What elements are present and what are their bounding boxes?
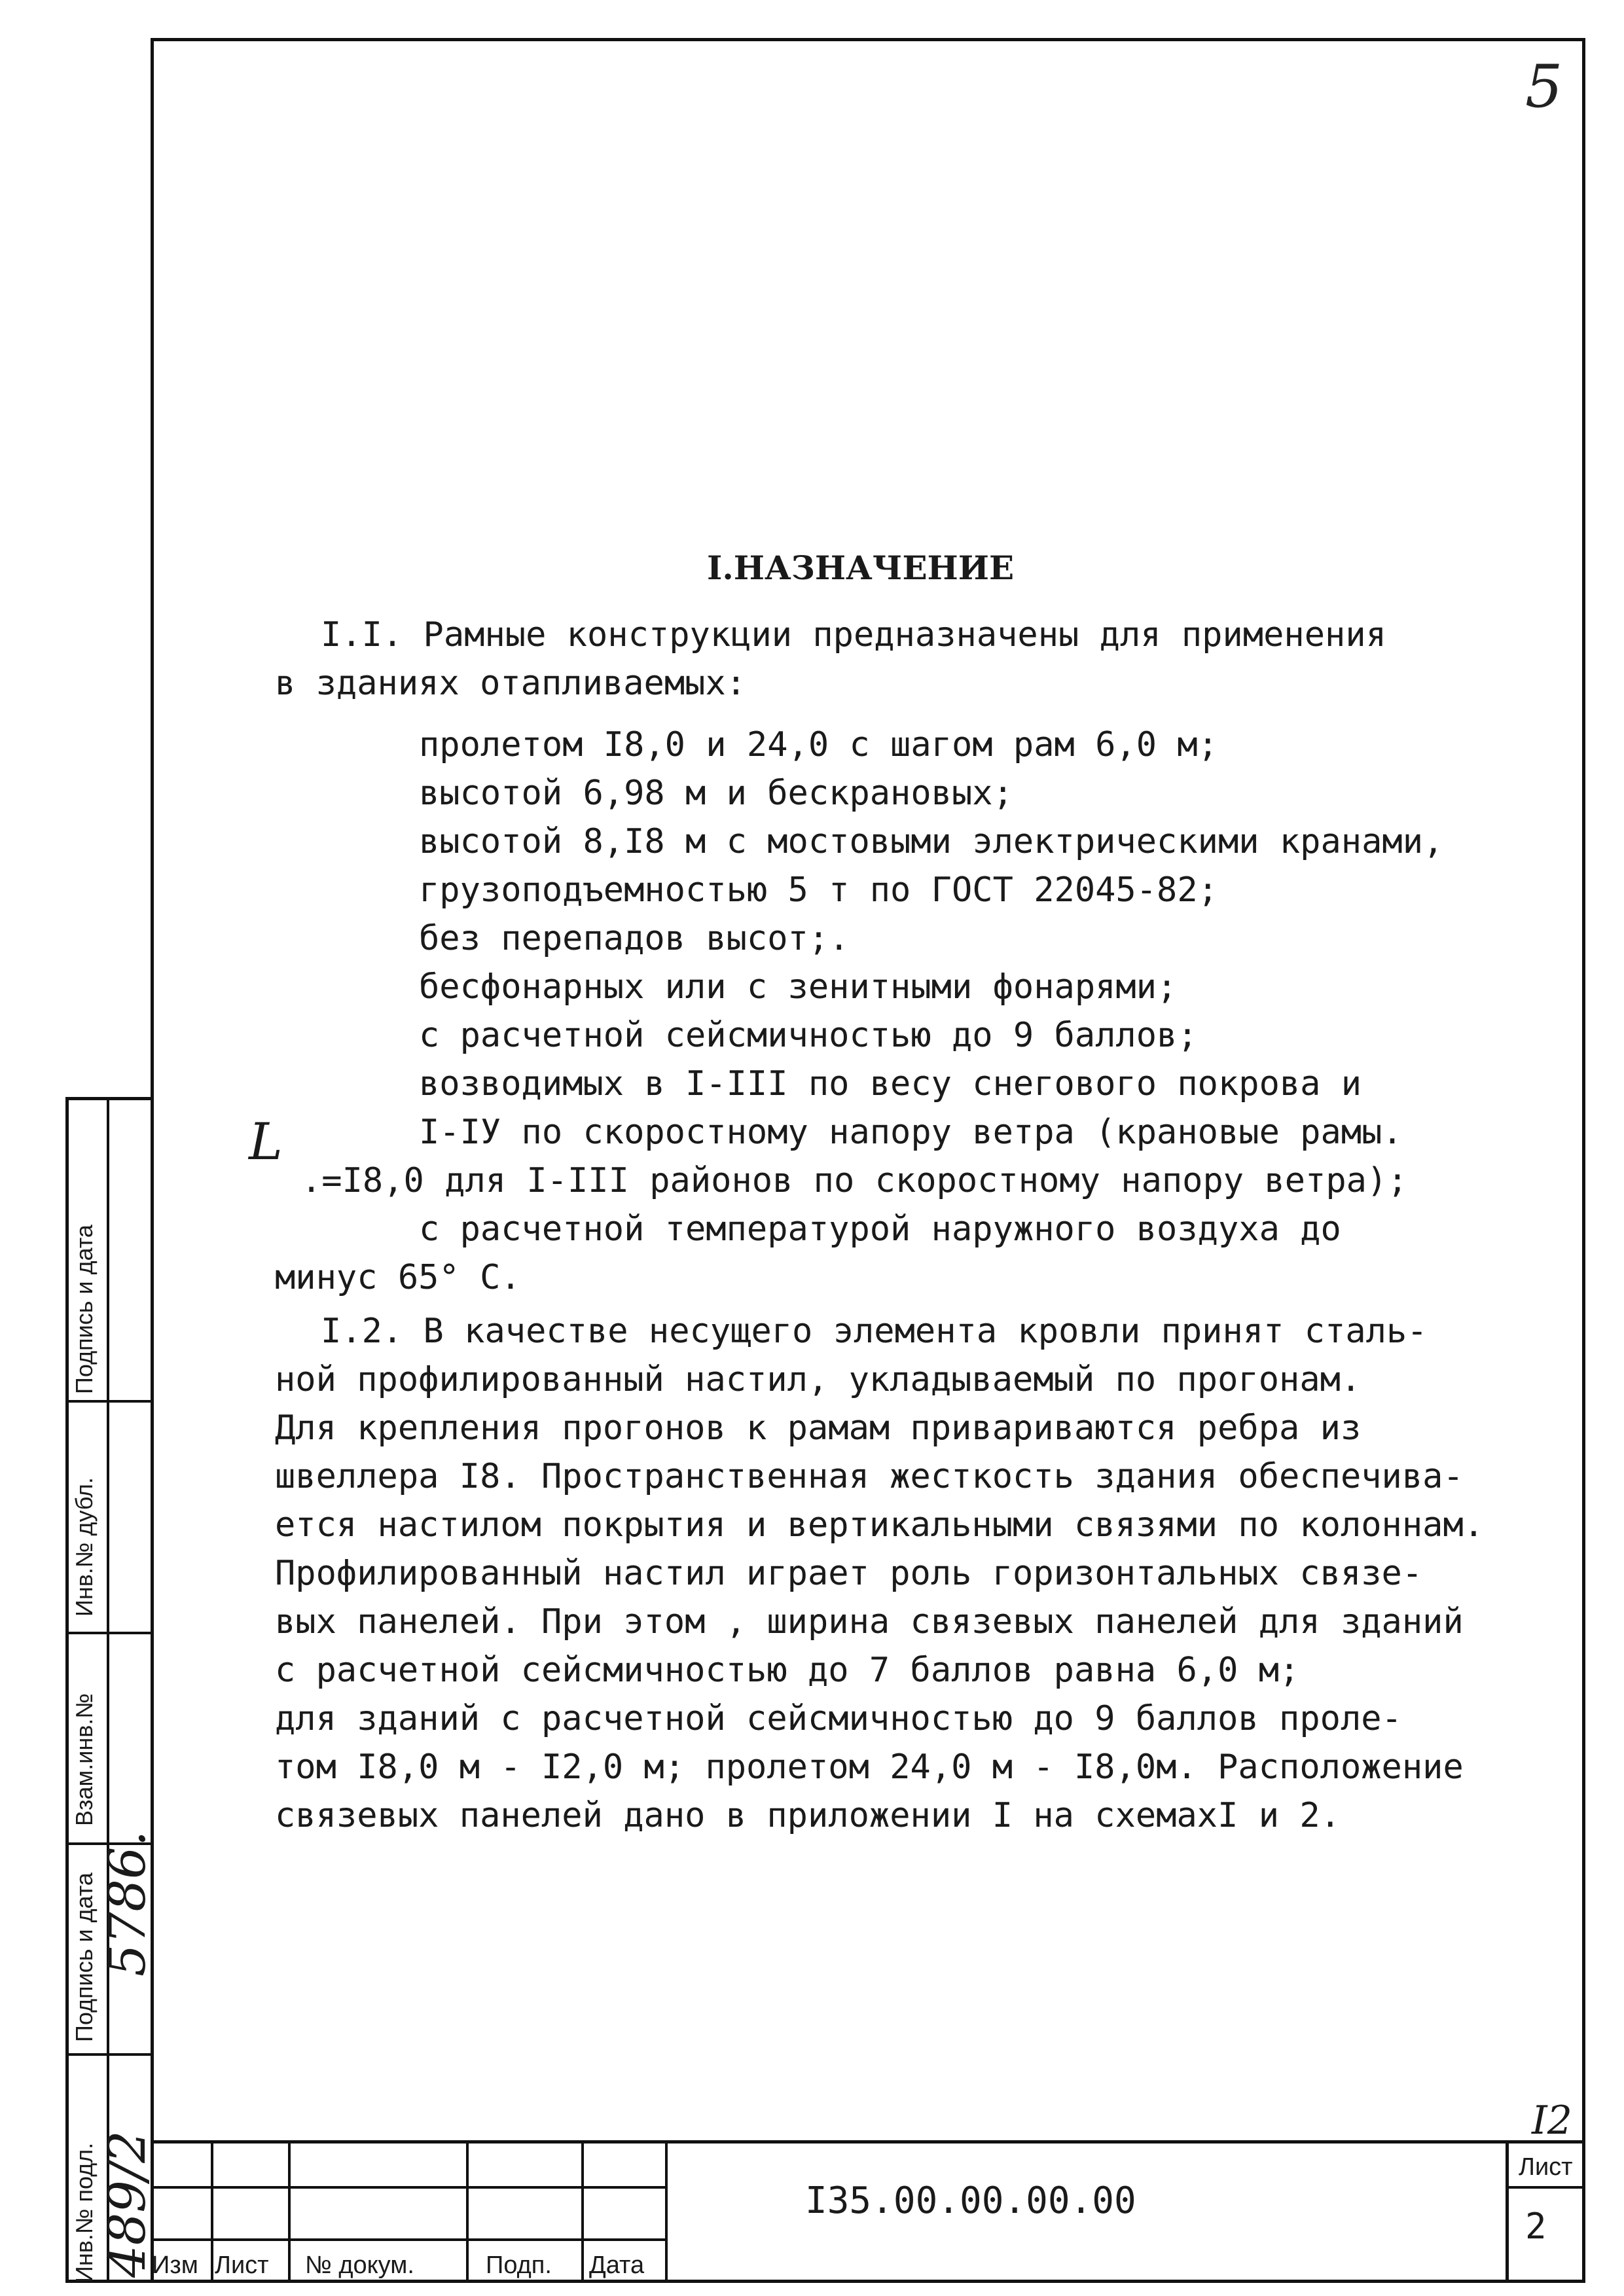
stamp-label-inv: Инв.№ подл. <box>71 2142 98 2283</box>
paragraph-line: бесфонарных или с зенитными фонарями; <box>419 967 1178 1007</box>
paragraph-line: с расчетной сейсмичностью до 7 баллов равна 6,0 м; <box>275 1651 1300 1690</box>
tb-header-sign: Подп. <box>486 2251 552 2279</box>
paragraph-line: без перепадов высот;. <box>419 919 850 958</box>
paragraph-line: ется настилом покрытия и вертикальными связями по колоннам. <box>275 1505 1485 1545</box>
title-block-rule <box>1506 2186 1585 2189</box>
section-title: I.НАЗНАЧЕНИЕ <box>707 548 1015 587</box>
sheet-mark: 5 <box>1525 52 1563 121</box>
stamp-divider <box>69 1632 154 1634</box>
paragraph-line: Профилированный настил играет роль горизонтальных связе- <box>275 1554 1423 1593</box>
paragraph-line: связевых панелей дано в приложении I на схемахI и 2. <box>275 1796 1341 1835</box>
paragraph-line: для зданий с расчетной сейсмичностью до 9 баллов проле- <box>275 1699 1402 1738</box>
paragraph-line: швеллера I8. Пространственная жесткость здания обеспечива- <box>275 1457 1464 1496</box>
paragraph-line: высотой 6,98 м и бескрановых; <box>419 774 1013 813</box>
stamp-divider <box>107 1100 109 2280</box>
paragraph-line: с расчетной температурой наружного воздуха до <box>419 1210 1341 1249</box>
tb-header-date: Дата <box>589 2251 645 2279</box>
paragraph-line: .=I8,0 для I-III районов по скоростному напору ветра); <box>301 1161 1408 1200</box>
title-block-rule <box>1506 2140 1509 2283</box>
stamp-label-sign-date: Подпись и дата <box>71 1873 98 2042</box>
tb-header-izm: Изм <box>152 2251 198 2279</box>
handwritten-mark: I2 <box>1532 2098 1572 2144</box>
title-block-rule <box>466 2140 469 2283</box>
paragraph-line: с расчетной сейсмичностью до 9 баллов; <box>419 1016 1198 1055</box>
title-block-rule <box>151 2238 668 2241</box>
title-block-rule <box>665 2140 668 2283</box>
paragraph-line: I-IУ по скоростному напору ветра (крановые рамы. <box>419 1113 1403 1152</box>
tb-header-doc: № докум. <box>305 2251 414 2279</box>
title-block-rule <box>581 2140 584 2283</box>
paragraph-line: I.2. В качестве несущего элемента кровли принят сталь- <box>321 1312 1428 1351</box>
inv-number-handwritten: 489/2 <box>98 2130 157 2278</box>
tb-header-list: Лист <box>215 2251 269 2279</box>
paragraph-line: пролетом I8,0 и 24,0 с шагом рам 6,0 м; <box>419 725 1218 764</box>
stamp-label-sign-date-2: Подпись и дата <box>71 1225 98 1394</box>
stamp-label-vzam: Взам.инв.№ <box>71 1693 98 1826</box>
paragraph-line: вых панелей. При этом , ширина связевых панелей для зданий <box>275 1602 1464 1641</box>
paragraph-line: возводимых в I-III по весу снегового покрова и <box>419 1064 1362 1103</box>
paragraph-line: высотой 8,I8 м с мостовыми электрическими кранами, <box>419 822 1444 861</box>
stamp-label-dubl: Инв.№ дубл. <box>71 1477 98 1617</box>
stamp-divider <box>69 2053 154 2056</box>
document-code: I35.00.00.00.00 <box>805 2179 1136 2222</box>
paragraph-line: том I8,0 м - I2,0 м; пролетом 24,0 м - I8,0м. Расположение <box>275 1748 1464 1787</box>
stamp-divider <box>69 1400 154 1403</box>
date-handwritten: 5786. <box>98 1830 157 1977</box>
paragraph-line: грузоподъемностью 5 т по ГОСТ 22045-82; <box>419 870 1218 910</box>
paragraph-line: ной профилированный настил, укладываемый по прогонам. <box>275 1360 1362 1399</box>
paragraph-line: в зданиях отапливаемых: <box>275 664 747 703</box>
paragraph-line: Для крепления прогонов к рамам привариваются ребра из <box>275 1408 1362 1448</box>
title-block-rule <box>288 2140 291 2283</box>
title-block-rule <box>151 2186 668 2189</box>
handwritten-l-mark: L <box>249 1113 283 1172</box>
sheet-label: Лист <box>1519 2153 1573 2181</box>
sheet-number: 2 <box>1525 2206 1547 2247</box>
title-block-rule <box>211 2140 213 2283</box>
paragraph-line: I.I. Рамные конструкции предназначены для применения <box>321 615 1386 655</box>
paragraph-line: минус 65° С. <box>275 1258 521 1297</box>
